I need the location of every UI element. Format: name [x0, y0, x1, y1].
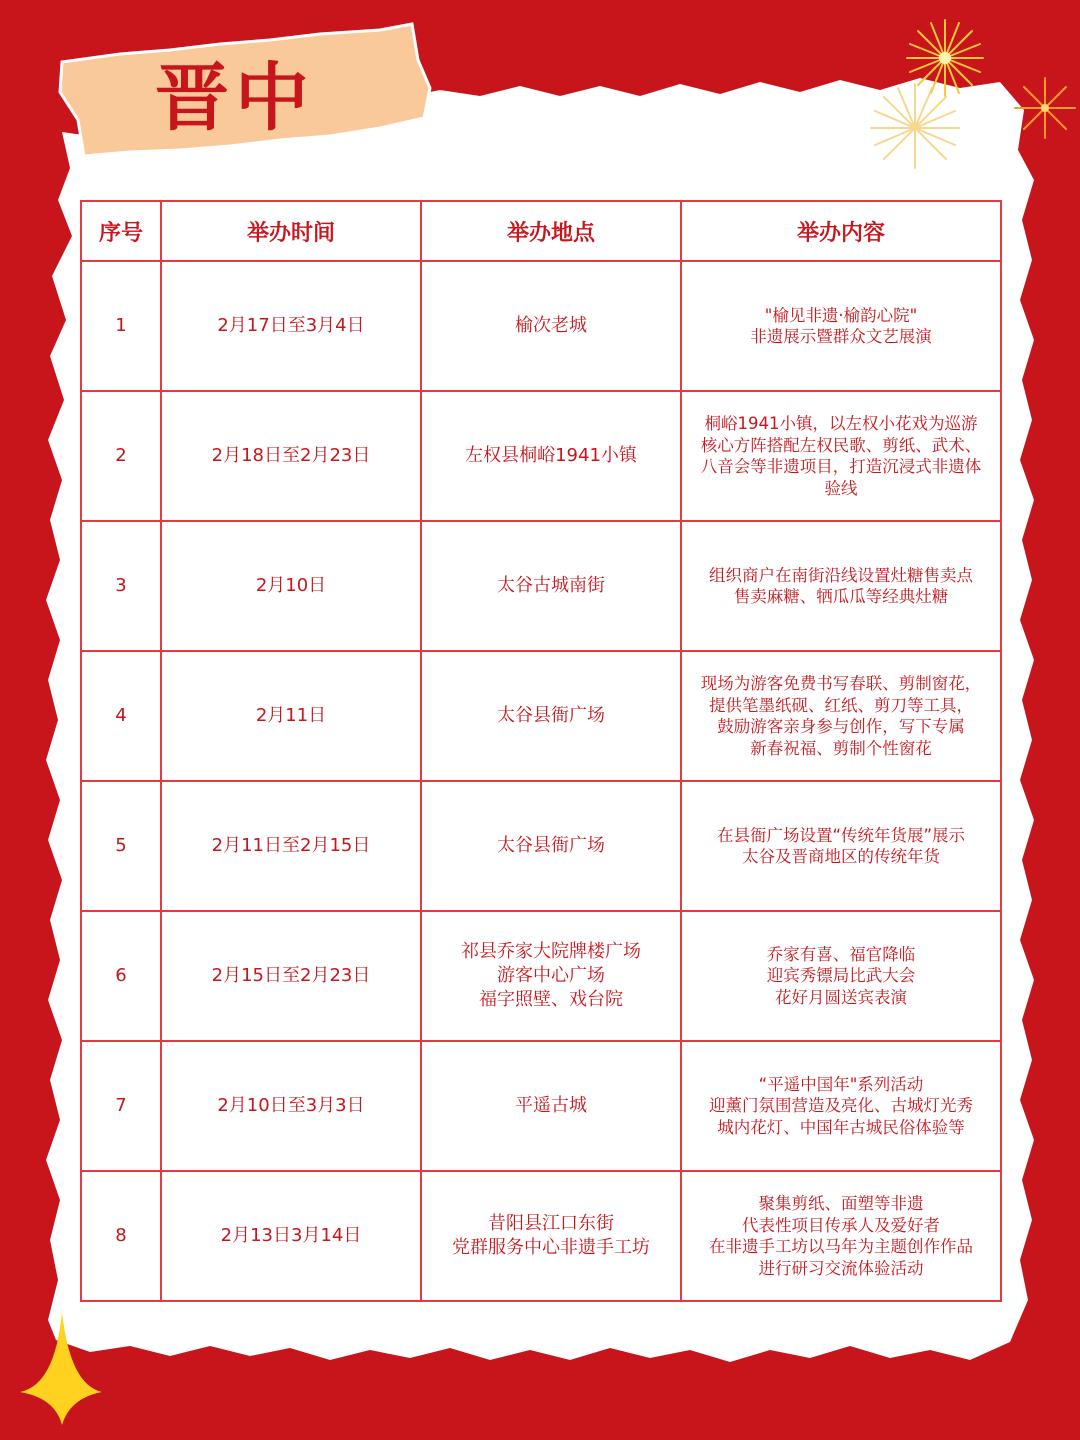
- cell-time: 2月18日至2月23日: [161, 391, 421, 521]
- cell-content: "榆见非遗·榆韵心院" 非遗展示暨群众文艺展演: [681, 261, 1001, 391]
- cell-no: 2: [81, 391, 161, 521]
- table-row: [81, 1171, 1001, 1301]
- table-row: [81, 261, 1001, 391]
- cell-time: 2月17日至3月4日: [161, 261, 421, 391]
- cell-no: 3: [81, 521, 161, 651]
- cell-time: 2月10日: [161, 521, 421, 651]
- cell-no: 7: [81, 1041, 161, 1171]
- title-label: [55, 28, 435, 156]
- cell-no: 6: [81, 911, 161, 1041]
- cell-content: 聚集剪纸、面塑等非遗 代表性项目传承人及爱好者 在非遗手工坊以马年为主题创作作品 进行研习交流体验活动: [681, 1171, 1001, 1301]
- cell-content: 现场为游客免费书写春联、剪制窗花， 提供笔墨纸砚、红纸、剪刀等工具， 鼓励游客亲身参与创作，写下专属 新春祝福、剪制个性窗花: [681, 651, 1001, 781]
- table-header-row: [81, 201, 1001, 261]
- cell-no: 8: [81, 1171, 161, 1301]
- cell-content: “平遥中国年"系列活动 迎薰门氛围营造及亮化、古城灯光秀 城内花灯、中国年古城民俗体验等: [681, 1041, 1001, 1171]
- cell-time: 2月15日至2月23日: [161, 911, 421, 1041]
- header-content: 举办内容: [681, 201, 1001, 261]
- cell-place: 太谷县衙广场: [421, 651, 681, 781]
- cell-place: 平遥古城: [421, 1041, 681, 1171]
- cell-content: 组织商户在南街沿线设置灶糖售卖点 售卖麻糖、牺瓜瓜等经典灶糖: [681, 521, 1001, 651]
- header-no: 序号: [81, 201, 161, 261]
- cell-place: 左权县桐峪1941小镇: [421, 391, 681, 521]
- table-row: [81, 781, 1001, 911]
- table-row: [81, 521, 1001, 651]
- cell-time: 2月13日3月14日: [161, 1171, 421, 1301]
- cell-place: 太谷古城南街: [421, 521, 681, 651]
- header-time: 举办时间: [161, 201, 421, 261]
- cell-place: 榆次老城: [421, 261, 681, 391]
- cell-content: 乔家有喜、福官降临 迎宾秀镖局比武大会 花好月圆送宾表演: [681, 911, 1001, 1041]
- schedule-table: [80, 200, 1002, 1302]
- cell-time: 2月10日至3月3日: [161, 1041, 421, 1171]
- table-row: [81, 911, 1001, 1041]
- table-row: [81, 391, 1001, 521]
- cell-content: 在县衙广场设置“传统年货展”展示 太谷及晋商地区的传统年货: [681, 781, 1001, 911]
- table-row: [81, 1041, 1001, 1171]
- cell-place: 太谷县衙广场: [421, 781, 681, 911]
- cell-place: 昔阳县江口东街 党群服务中心非遗手工坊: [421, 1171, 681, 1301]
- schedule-table-container: [80, 200, 1000, 1301]
- cell-no: 1: [81, 261, 161, 391]
- cell-content: 桐峪1941小镇，以左权小花戏为巡游核心方阵搭配左权民歌、剪纸、武术、八音会等非遗项目，打造沉浸式非遗体验线: [681, 391, 1001, 521]
- page-title: 晋中: [155, 55, 315, 141]
- cell-place: 祁县乔家大院牌楼广场 游客中心广场 福字照壁、戏台院: [421, 911, 681, 1041]
- cell-no: 5: [81, 781, 161, 911]
- cell-no: 4: [81, 651, 161, 781]
- cell-time: 2月11日: [161, 651, 421, 781]
- cell-time: 2月11日至2月15日: [161, 781, 421, 911]
- header-place: 举办地点: [421, 201, 681, 261]
- table-row: [81, 651, 1001, 781]
